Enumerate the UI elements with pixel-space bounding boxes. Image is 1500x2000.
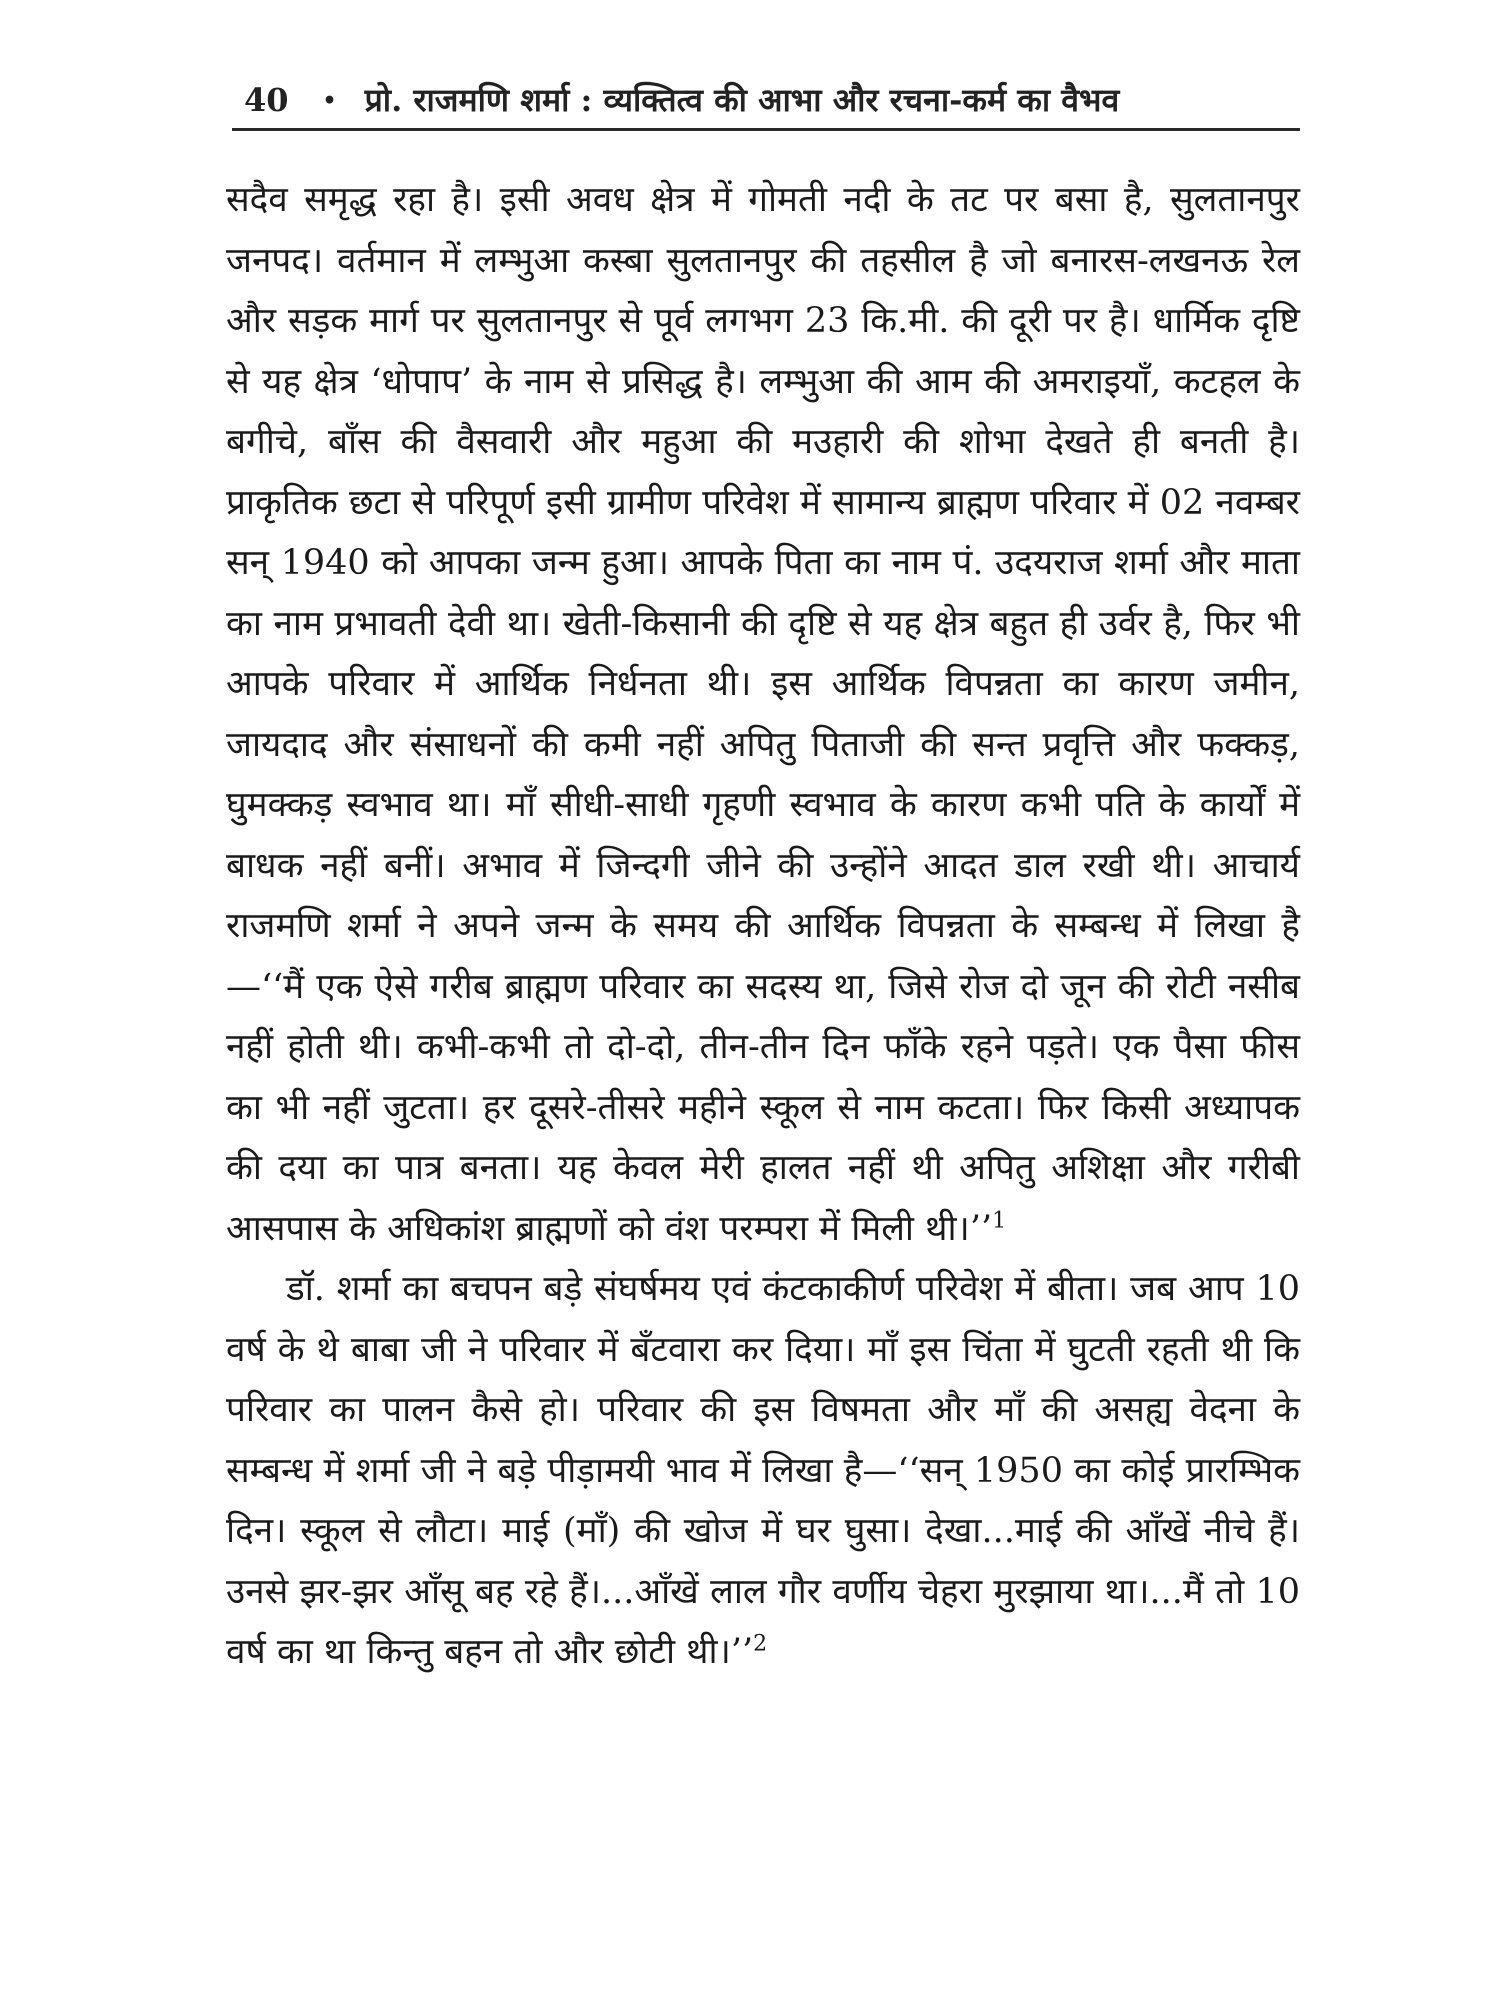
running-header bbox=[232, 78, 1300, 121]
header-rule bbox=[232, 128, 1300, 131]
paragraph-1 bbox=[226, 170, 1300, 1259]
running-title: प्रो. राजमणि शर्मा : व्यक्तित्व की आभा और रचना-कर्म का वैभव bbox=[364, 81, 1120, 119]
body-text bbox=[226, 170, 1300, 1683]
footnote-ref-2: 2 bbox=[753, 1631, 768, 1657]
paragraph-1-text: सदैव समृद्ध रहा है। इसी अवध क्षेत्र में गोमती नदी के तट पर बसा है, सुलतानपुर जनपद। वर्तमान में लम्भुआ कस्बा सुलतानपुर की तहसील है जो बनारस-लखनऊ रेल और सड़क मार्ग पर सुलतानपुर से पूर्व लगभग 23 कि.मी. की दूरी पर है। धार्मिक दृष्टि से यह क्षेत्र ‘धोपाप’ के नाम से प्रसिद्ध है। लम्भुआ की आम की अमराइयाँ, कटहल के बगीचे, बाँस की वैसवारी और महुआ की मउहारी की शोभा देखते ही बनती है। प्राकृतिक छटा से परिपूर्ण इसी ग्रामीण परिवेश में सामान्य ब्राह्मण परिवार में 02 नवम्बर सन् 1940 को आपका जन्म हुआ। आपके पिता का नाम पं. उदयराज शर्मा और माता का नाम प्रभावती देवी था। खेती-किसानी की दृष्टि से यह क्षेत्र बहुत ही उर्वर है, फिर भी आपके परिवार में आर्थिक निर्धनता थी। इस आर्थिक विपन्नता का कारण जमीन, जायदाद और संसाधनों की कमी नहीं अपितु पिताजी की सन्त प्रवृत्ति और फक्कड़, घुमक्कड़ स्वभाव था। माँ सीधी-साधी गृहणी स्वभाव के कारण कभी पति के कार्यों में बाधक नहीं बनीं। अभाव में जिन्दगी जीने की उन्होंने आदत डाल रखी थी। आचार्य राजमणि शर्मा ने अपने जन्म के समय की आर्थिक विपन्नता के सम्बन्ध में लिखा है—‘‘मैं एक ऐसे गरीब ब्राह्मण परिवार का सदस्य था, जिसे रोज दो जून की रोटी नसीब नहीं होती थी। कभी-कभी तो दो-दो, तीन-तीन दिन फाँके रहने पड़ते। एक पैसा फीस का भी नहीं जुटता। हर दूसरे-तीसरे महीने स्कूल से नाम कटता। फिर किसी अध्यापक की दया का पात्र बनता। यह केवल मेरी हालत नहीं थी अपितु अशिक्षा और गरीबी आसपास के अधिकांश ब्राह्मणों को वंश परम्परा में मिली थी।’’ bbox=[226, 180, 1300, 1249]
paragraph-2-text: डॉ. शर्मा का बचपन बड़े संघर्षमय एवं कंटकाकीर्ण परिवेश में बीता। जब आप 10 वर्ष के थे बाबा जी ने परिवार में बँटवारा कर दिया। माँ इस चिंता में घुटती रहती थी कि परिवार का पालन कैसे हो। परिवार की इस विषमता और माँ की असह्य वेदना के सम्बन्ध में शर्मा जी ने बड़े पीड़ामयी भाव में लिखा है—‘‘सन् 1950 का कोई प्रारम्भिक दिन। स्कूल से लौटा। माई (माँ) की खोज में घर घुसा। देखा...माई की आँखें नीचे हैं। उनसे झर-झर आँसू बह रहे हैं।...आँखें लाल गौर वर्णीय चेहरा मुरझाया था।...मैं तो 10 वर्ष का था किन्तु बहन तो और छोटी थी।’’ bbox=[226, 1269, 1300, 1672]
page-number: 40 bbox=[244, 81, 289, 119]
paragraph-2 bbox=[226, 1259, 1300, 1683]
bullet-separator: • bbox=[322, 88, 337, 114]
footnote-ref-1: 1 bbox=[992, 1207, 1007, 1233]
